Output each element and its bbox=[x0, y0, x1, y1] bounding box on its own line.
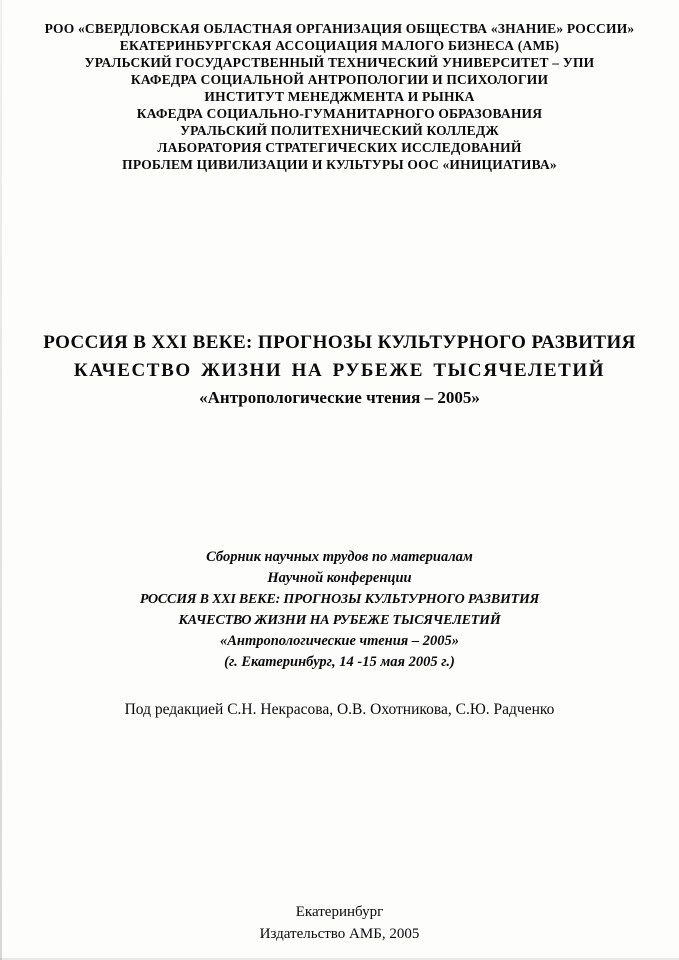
imprint-block bbox=[0, 901, 679, 945]
organization-line: КАФЕДРА СОЦИАЛЬНО-ГУМАНИТАРНОГО ОБРАЗОВАНИЯ bbox=[136, 106, 543, 121]
imprint-city: Екатеринбург bbox=[295, 904, 384, 920]
organization-line: ИНСТИТУТ МЕНЕДЖМЕНТА И РЫНКА bbox=[204, 89, 475, 104]
main-title-block bbox=[0, 329, 679, 411]
subtitle-line: «Антропологические чтения – 2005» bbox=[219, 633, 460, 649]
imprint-publisher: Издательство АМБ, 2005 bbox=[259, 926, 420, 942]
editors-line: Под редакцией С.Н. Некрасова, О.В. Охотникова, С.Ю. Радченко bbox=[124, 701, 555, 718]
organization-line: РОО «СВЕРДЛОВСКАЯ ОБЛАСТНАЯ ОРГАНИЗАЦИЯ ОБЩЕСТВА «ЗНАНИЕ» РОССИИ» bbox=[44, 21, 635, 36]
organizations-block bbox=[0, 0, 679, 173]
main-title-line-2: КАЧЕСТВО ЖИЗНИ НА РУБЕЖЕ ТЫСЯЧЕЛЕТИЙ bbox=[73, 360, 606, 381]
subtitle-line: РОССИЯ В XXI ВЕКЕ: ПРОГНОЗЫ КУЛЬТУРНОГО РАЗВИТИЯ bbox=[139, 592, 540, 607]
organization-line: УРАЛЬСКИЙ ПОЛИТЕХНИЧЕСКИЙ КОЛЛЕДЖ bbox=[180, 123, 499, 138]
organization-line: КАФЕДРА СОЦИАЛЬНОЙ АНТРОПОЛОГИИ И ПСИХОЛОГИИ bbox=[130, 72, 549, 87]
subtitle-line: (г. Екатеринбург, 14 -15 мая 2005 г.) bbox=[224, 654, 455, 670]
subtitle-block bbox=[0, 547, 679, 673]
scan-artifact-left bbox=[0, 0, 2, 960]
subtitle-line: Научной конференции bbox=[267, 570, 412, 586]
organization-line: ПРОБЛЕМ ЦИВИЛИЗАЦИИ И КУЛЬТУРЫ ООС «ИНИЦИАТИВА» bbox=[122, 157, 557, 172]
main-title-line-1: РОССИЯ В XXI ВЕКЕ: ПРОГНОЗЫ КУЛЬТУРНОГО РАЗВИТИЯ bbox=[43, 332, 636, 353]
organization-line: ЕКАТЕРИНБУРГСКАЯ АССОЦИАЦИЯ МАЛОГО БИЗНЕСА (АМБ) bbox=[119, 38, 560, 53]
main-title-line-3: «Антропологические чтения – 2005» bbox=[199, 388, 480, 407]
organization-line: УРАЛЬСКИЙ ГОСУДАРСТВЕННЫЙ ТЕХНИЧЕСКИЙ УНИВЕРСИТЕТ – УПИ bbox=[84, 55, 595, 70]
subtitle-line: Сборник научных трудов по материалам bbox=[206, 549, 473, 565]
subtitle-line: КАЧЕСТВО ЖИЗНИ НА РУБЕЖЕ ТЫСЯЧЕЛЕТИЙ bbox=[178, 613, 501, 628]
organization-line: ЛАБОРАТОРИЯ СТРАТЕГИЧЕСКИХ ИССЛЕДОВАНИЙ bbox=[157, 140, 522, 155]
